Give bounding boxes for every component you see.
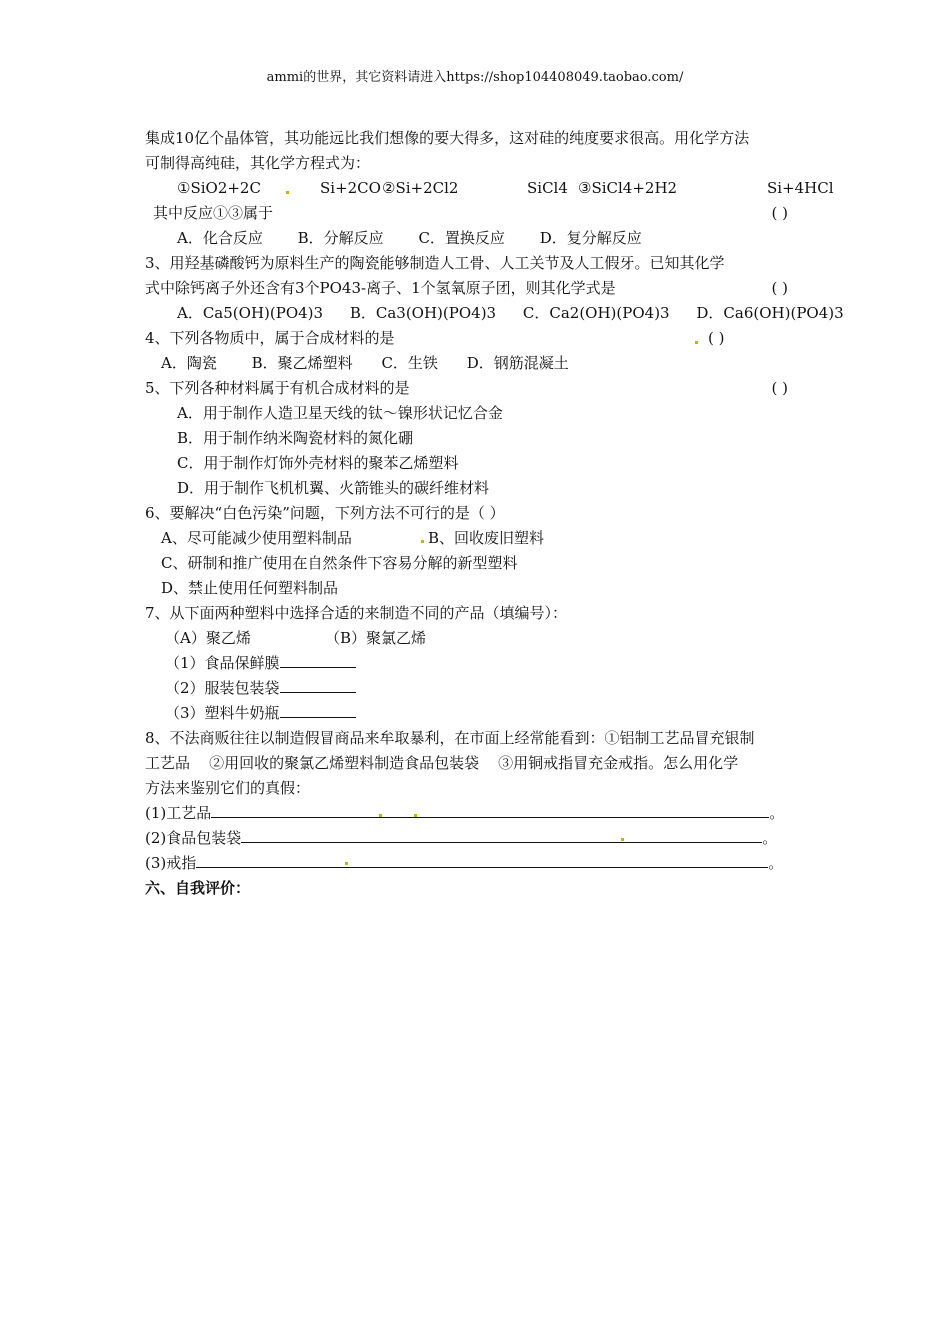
option-c: C．生铁 <box>381 354 438 372</box>
answer-paren: ( ) <box>771 379 788 397</box>
q8-item-2 <box>145 826 810 851</box>
answer-blank[interactable] <box>280 651 356 668</box>
intro-line-1: 集成10亿个晶体管，其功能远比我们想像的要大得多，这对硅的纯度要求很高。用化学方法 <box>145 129 750 147</box>
worksheet-content <box>145 126 844 901</box>
period: 。 <box>768 854 784 872</box>
option-c: C．置换反应 <box>418 229 505 247</box>
answer-blank[interactable] <box>280 676 356 693</box>
q7-stem: 7、从下面两种塑料中选择合适的来制造不同的产品（填编号）： <box>145 604 568 622</box>
artifact-dot <box>621 838 624 841</box>
q8-line-1: 8、不法商贩往往以制造假冒商品来牟取暴利，在市面上经常能看到：①铝制工艺品冒充银制 <box>145 729 755 747</box>
equation-2-reactants: ②Si+2Cl2 <box>382 179 459 197</box>
q7-item-label: （3）塑料牛奶瓶 <box>165 704 280 722</box>
intro-options <box>145 226 810 251</box>
equation-1-reactants: ①SiO2+2C <box>177 179 261 197</box>
artifact-dot <box>379 814 382 817</box>
period: 。 <box>762 829 778 847</box>
option-b: B．Ca3(OH)(PO4)3 <box>349 304 497 322</box>
option-a: A．化合反应 <box>177 229 263 247</box>
equation-2-products: SiCl4 <box>527 179 568 197</box>
page-header: ammi的世界，其它资料请进入https://shop104408049.taobao.com/ <box>266 70 684 85</box>
q3-line-2 <box>145 276 810 301</box>
q6-options-ab <box>145 526 810 551</box>
q5-option-d: D．用于制作飞机机翼、火箭锥头的碳纤维材料 <box>177 479 490 497</box>
section-6-title: 六、自我评价： <box>145 879 251 897</box>
q5-option-c: C．用于制作灯饰外壳材料的聚苯乙烯塑料 <box>177 454 459 472</box>
q5-stem-text: 5、下列各种材料属于有机合成材料的是 <box>145 379 410 397</box>
q7-item-label: （2）服装包装袋 <box>165 679 280 697</box>
q3-line-2-text: 式中除钙离子外还含有3个PO43-离子、1个氢氧原子团，则其化学式是 <box>145 279 616 297</box>
artifact-dot <box>286 191 289 194</box>
q3-options <box>145 301 844 326</box>
equation-1-products: Si+2CO <box>320 179 381 197</box>
q7-options <box>145 626 810 651</box>
q6-stem: 6、要解决“白色污染”问题，下列方法不可行的是（ ） <box>145 504 505 522</box>
answer-blank[interactable] <box>241 826 762 843</box>
artifact-dot <box>695 341 698 344</box>
answer-paren: ( ) <box>771 204 788 222</box>
intro-question <box>145 201 810 226</box>
q6-option-c: C、研制和推广使用在自然条件下容易分解的新型塑料 <box>161 554 518 572</box>
option-a: （A）聚乙烯 <box>165 629 251 647</box>
q7-item-2 <box>145 676 810 701</box>
q6-option-d: D、禁止使用任何塑料制品 <box>161 579 339 597</box>
option-a: A、尽可能减少使用塑料制品 <box>161 529 352 547</box>
q8-line-2: 工艺品 ②用回收的聚氯乙烯塑料制造食品包装袋 ③用铜戒指冒充金戒指。怎么用化学 <box>145 754 739 772</box>
q8-line-3: 方法来鉴别它们的真假： <box>145 779 311 797</box>
artifact-dot <box>345 862 348 865</box>
q7-item-1 <box>145 651 810 676</box>
q7-item-3 <box>145 701 810 726</box>
q8-item-1 <box>145 801 810 826</box>
option-b: B．分解反应 <box>297 229 384 247</box>
intro-line-2: 可制得高纯硅，其化学方程式为： <box>145 154 371 172</box>
q5-option-b: B．用于制作纳米陶瓷材料的氮化硼 <box>177 429 414 447</box>
equation-3-reactants: ③SiCl4+2H2 <box>578 179 678 197</box>
q8-item-label: (2)食品包装袋 <box>145 829 242 847</box>
period: 。 <box>769 804 785 822</box>
intro-question-text: 其中反应①③属于 <box>153 204 274 222</box>
option-d: D．Ca6(OH)(PO4)3 <box>696 304 844 322</box>
answer-paren: ( ) <box>771 279 788 297</box>
option-d: D．钢筋混凝土 <box>466 354 569 372</box>
equation-line <box>145 176 834 201</box>
option-b: （B）聚氯乙烯 <box>325 629 427 647</box>
q8-item-label: (3)戒指 <box>145 854 197 872</box>
q5-option-a: A．用于制作人造卫星天线的钛～镍形状记忆合金 <box>177 404 503 422</box>
q3-line-1: 3、用羟基磷酸钙为原料生产的陶瓷能够制造人工骨、人工关节及人工假牙。已知其化学 <box>145 254 725 272</box>
option-b: B、回收废旧塑料 <box>428 529 545 547</box>
equation-3-products: Si+4HCl <box>767 179 834 197</box>
answer-blank[interactable] <box>280 701 356 718</box>
answer-blank[interactable] <box>196 851 768 868</box>
option-b: B．聚乙烯塑料 <box>251 354 353 372</box>
q8-item-3 <box>145 851 810 876</box>
q8-item-label: (1)工艺品 <box>145 804 212 822</box>
q4-stem-text: 4、下列各物质中，属于合成材料的是 <box>145 329 395 347</box>
q7-item-label: （1）食品保鲜膜 <box>165 654 280 672</box>
option-a: A．陶瓷 <box>161 354 217 372</box>
artifact-dot <box>421 540 424 543</box>
answer-paren: ( ) <box>708 329 725 347</box>
artifact-dot <box>414 814 417 817</box>
q4-stem <box>145 326 810 351</box>
option-a: A．Ca5(OH)(PO4)3 <box>177 304 324 322</box>
answer-blank[interactable] <box>211 801 769 818</box>
q5-stem <box>145 376 810 401</box>
option-d: D．复分解反应 <box>539 229 642 247</box>
q4-options <box>145 351 810 376</box>
option-c: C．Ca2(OH)(PO4)3 <box>522 304 670 322</box>
